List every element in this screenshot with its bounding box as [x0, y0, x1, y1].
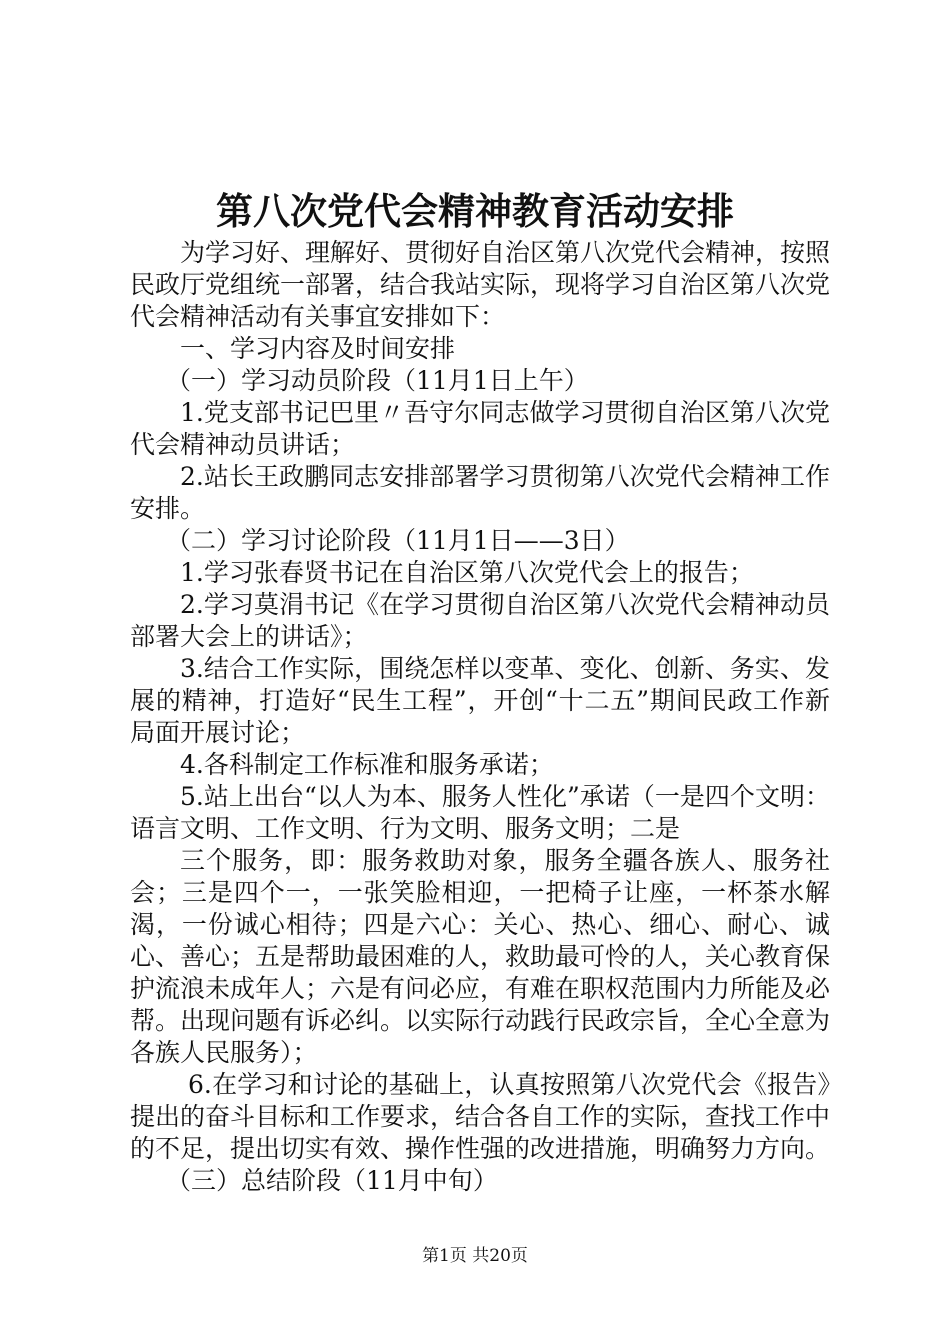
- subsection-heading: （二）学习讨论阶段（11月1日——3日）: [166, 526, 630, 555]
- subsection-heading: （三）总结阶段（11月中旬）: [166, 1166, 498, 1195]
- list-item: 6.在学习和讨论的基础上，认真按照第八次党代会《报告》提出的奋斗目标和工作要求，结合各自工作的实际，查找工作中的不足，提出切实有效、操作性强的改进措施，明确努力方向。: [130, 1070, 831, 1163]
- document-body: [130, 237, 830, 1197]
- list-item: 5.站上出台“以人为本、服务人性化”承诺（一是四个文明：语言文明、工作文明、行为文明、服务文明；二是: [130, 782, 830, 843]
- list-item: 2.学习莫涓书记《在学习贯彻自治区第八次党代会精神动员部署大会上的讲话》；: [130, 590, 830, 651]
- subsection-heading: （一）学习动员阶段（11月1日上午）: [166, 366, 589, 395]
- list-item: 3.结合工作实际，围绕怎样以变革、变化、创新、务实、发展的精神，打造好“民生工程”，开创“十二五”期间民政工作新局面开展讨论；: [130, 654, 830, 747]
- section-heading: 一、学习内容及时间安排: [180, 334, 456, 363]
- list-item: 2.站长王政鹏同志安排部署学习贯彻第八次党代会精神工作安排。: [130, 462, 830, 523]
- list-item: 1.党支部书记巴里〃吾守尔同志做学习贯彻自治区第八次党代会精神动员讲话；: [130, 398, 830, 459]
- page-number-footer: 第1页 共20页: [422, 1246, 528, 1266]
- list-item-continuation: 三个服务，即：服务救助对象，服务全疆各族人、服务社会；三是四个一，一张笑脸相迎，一把椅子让座，一杯茶水解渴，一份诚心相待；四是六心：关心、热心、细心、耐心、诚心、善心；五是帮助最困难的人，救助最可怜的人，关心教育保护流浪未成年人；六是有问必应，有难在职权范围内力所能及必帮。出现问题有诉必纠。以实际行动践行民政宗旨，全心全意为各族人民服务）；: [130, 846, 831, 1067]
- list-item: 1.学习张春贤书记在自治区第八次党代会上的报告；: [180, 558, 754, 587]
- intro-paragraph: 为学习好、理解好、贯彻好自治区第八次党代会精神，按照民政厅党组统一部署，结合我站实际，现将学习自治区第八次党代会精神活动有关事宜安排如下：: [130, 238, 831, 331]
- list-item: 4.各科制定工作标准和服务承诺；: [180, 750, 554, 779]
- document-title: 第八次党代会精神教育活动安排: [216, 189, 734, 233]
